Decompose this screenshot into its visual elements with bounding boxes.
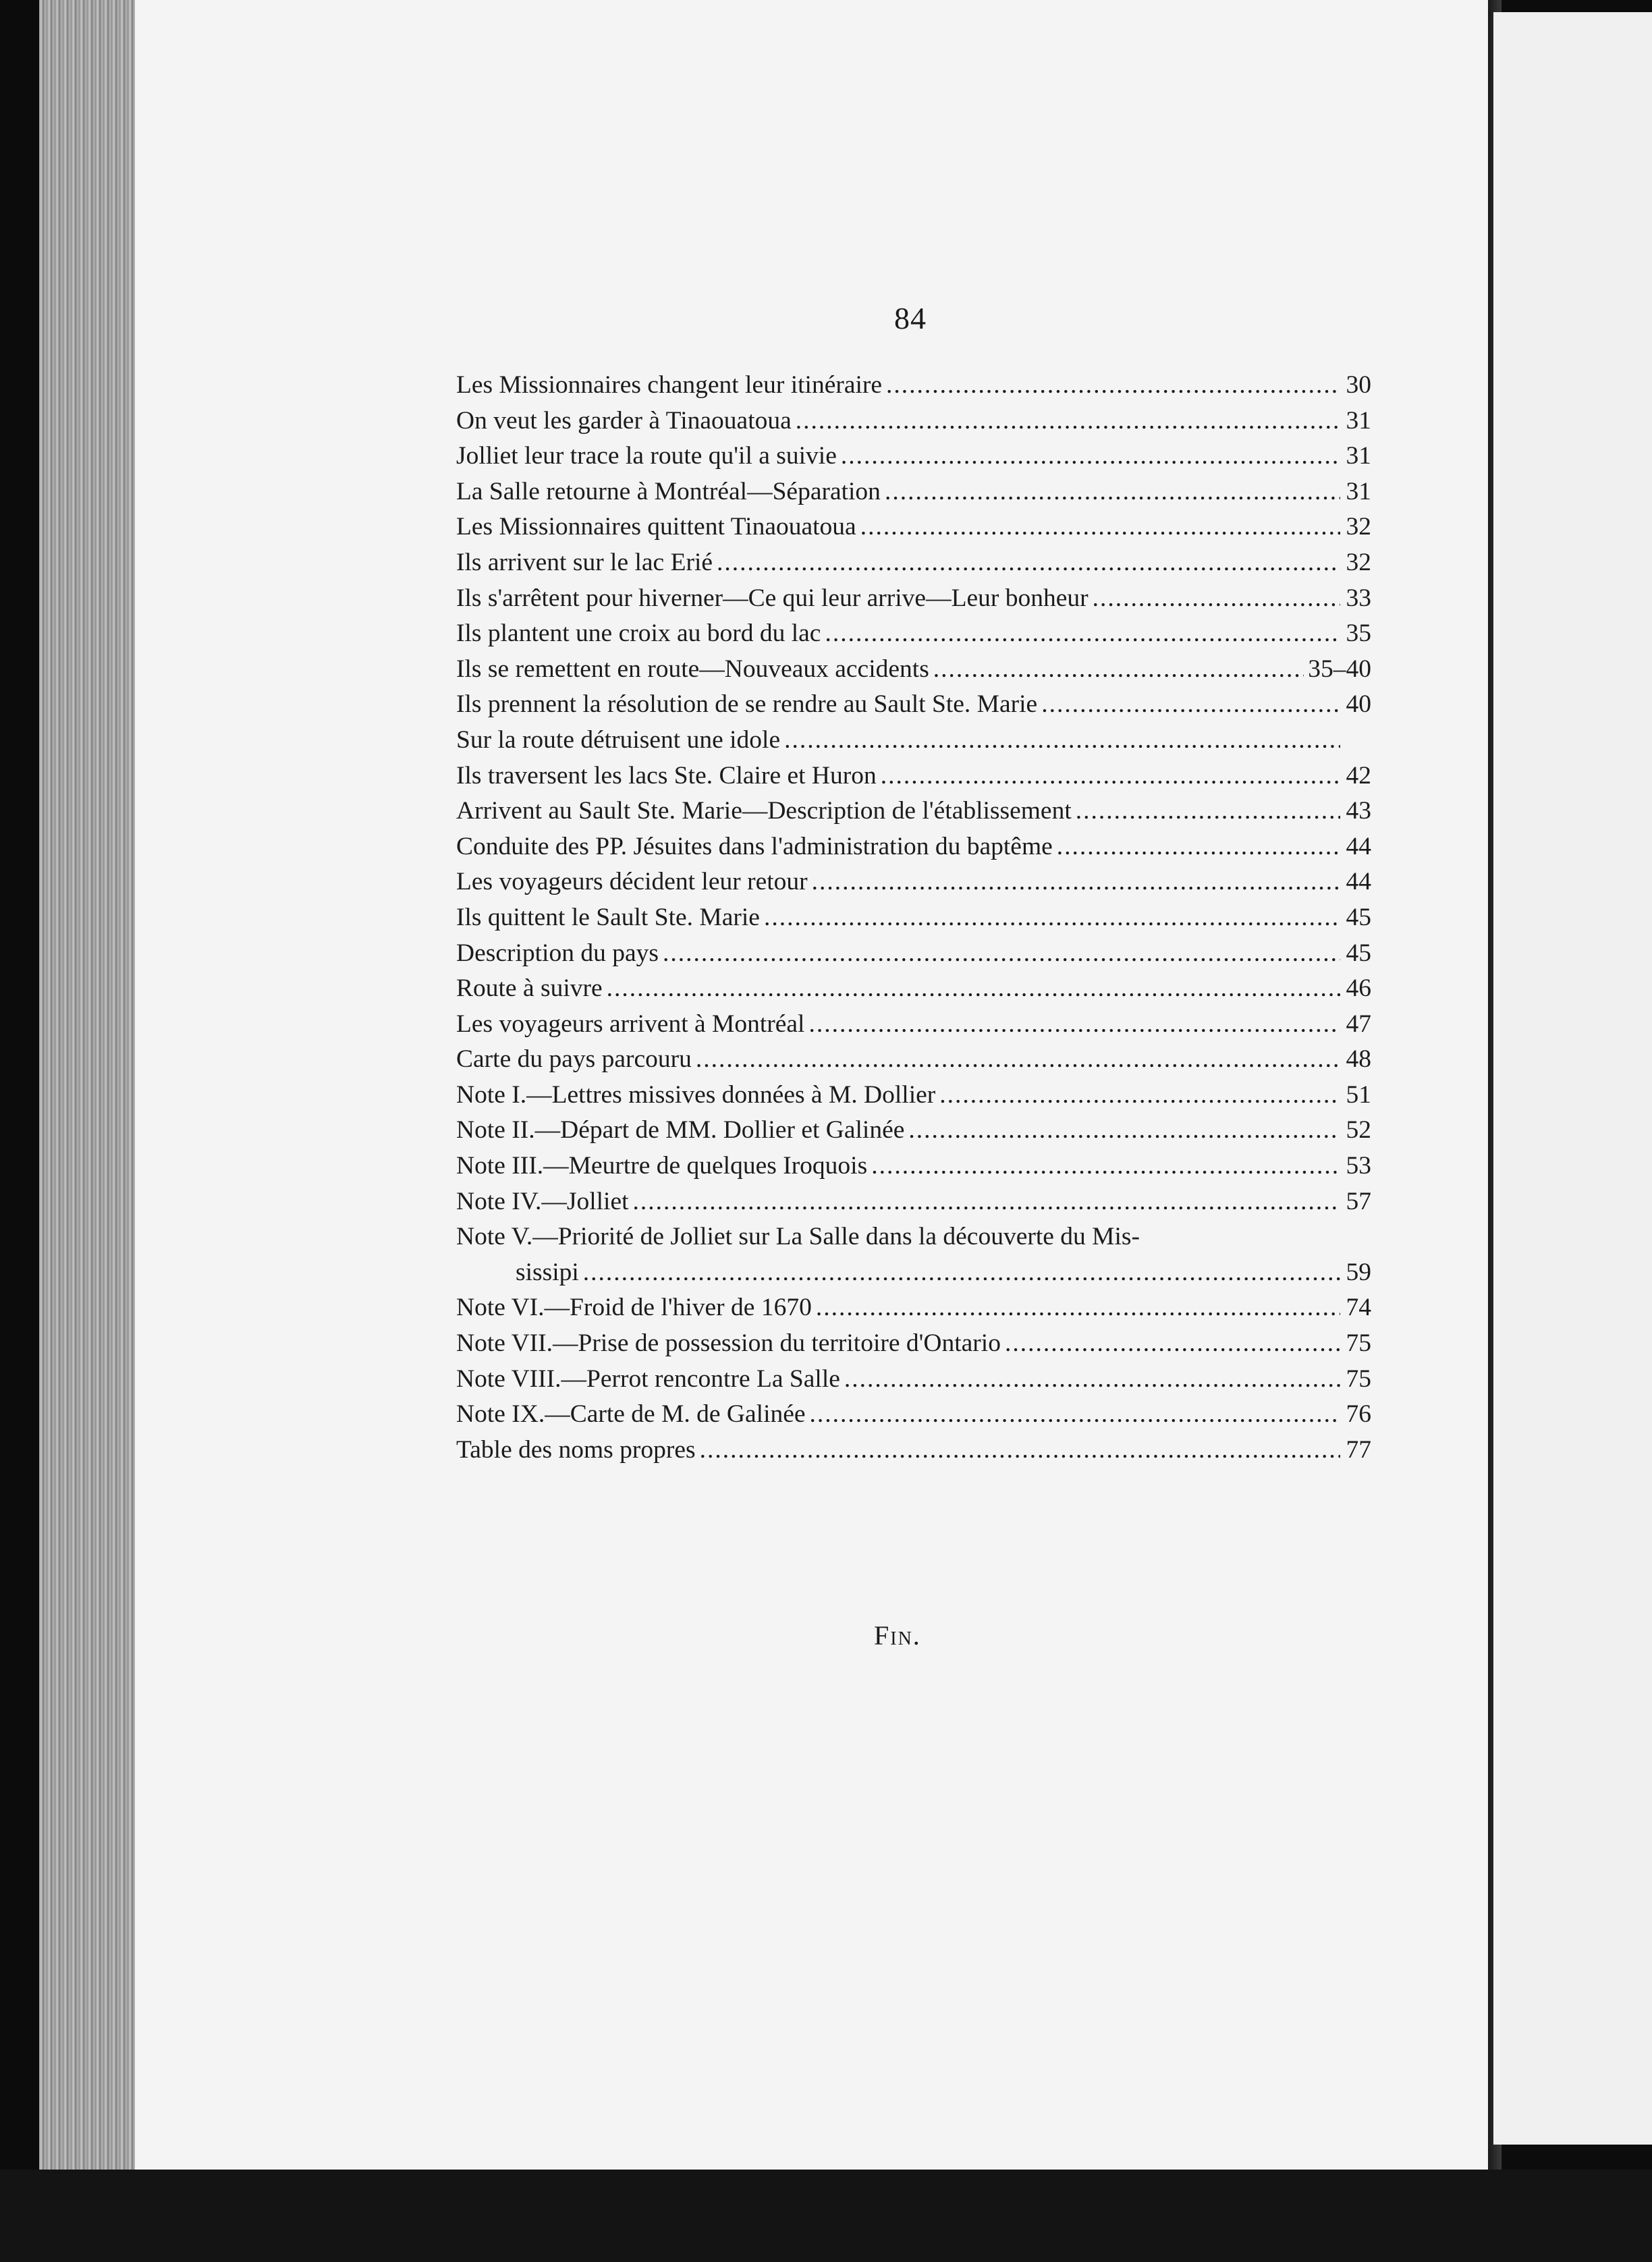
- dot-leader: [933, 652, 1304, 688]
- toc-entry-page: 40: [1346, 690, 1371, 719]
- dot-leader: [1076, 794, 1340, 829]
- toc-entry-title: La Salle retourne à Montréal—Séparation: [456, 477, 881, 505]
- scan-bottom-border: [0, 2170, 1652, 2262]
- toc-entry: [456, 1184, 1371, 1220]
- toc-entry-title: Les Missionnaires quittent Tinaouatoua: [456, 513, 856, 541]
- toc-entry-page: 75: [1346, 1329, 1371, 1358]
- toc-entry: [456, 829, 1371, 865]
- toc-entry-page: 46: [1346, 974, 1371, 1003]
- toc-entry: [456, 1326, 1371, 1362]
- toc-entry-title: Ils se remettent en route—Nouveaux accidents: [456, 655, 929, 683]
- toc-entry-page: 32: [1346, 513, 1371, 541]
- toc-entry: [456, 1007, 1371, 1043]
- toc-entry: [456, 1113, 1371, 1149]
- dot-leader: [939, 1078, 1340, 1113]
- toc-entry-title: Note II.—Départ de MM. Dollier et Galinée: [456, 1116, 905, 1144]
- toc-entry-title: Description du pays: [456, 939, 659, 967]
- dot-leader: [1005, 1326, 1340, 1362]
- toc-entry: [456, 758, 1371, 794]
- toc-entry-title: Ils quittent le Sault Ste. Marie: [456, 903, 760, 931]
- dot-leader: [908, 1113, 1340, 1149]
- dot-leader: [816, 1290, 1340, 1326]
- toc-entry-page: 32: [1346, 548, 1371, 576]
- dot-leader: [810, 1397, 1340, 1433]
- dot-leader: [841, 439, 1340, 474]
- toc-entry: [456, 971, 1371, 1007]
- dot-leader: [844, 1362, 1340, 1398]
- toc-entry: [456, 900, 1371, 936]
- toc-entry: [456, 474, 1371, 510]
- dot-leader: [633, 1184, 1340, 1220]
- end-mark: Fin.: [874, 1620, 921, 1651]
- toc-entry: [456, 794, 1371, 829]
- toc-entry-title: Arrivent au Sault Ste. Marie—Description de l'établissement: [456, 797, 1072, 825]
- toc-entry: [456, 652, 1371, 688]
- toc-entry-page: 53: [1346, 1152, 1371, 1180]
- toc-entry-page: 31: [1346, 442, 1371, 470]
- toc-entry: [456, 1362, 1371, 1398]
- toc-entry-page: 48: [1346, 1045, 1371, 1074]
- toc-entry-title: Note VIII.—Perrot rencontre La Salle: [456, 1364, 840, 1393]
- facing-page-sliver: [1493, 12, 1652, 2145]
- toc-entry-title: Les Missionnaires changent leur itinéraire: [456, 371, 883, 399]
- toc-entry-page: 75: [1346, 1364, 1371, 1393]
- dot-leader: [886, 368, 1340, 404]
- toc-entry: [456, 1149, 1371, 1184]
- toc-entry: [456, 545, 1371, 581]
- dot-leader: [1041, 687, 1340, 723]
- page-number: 84: [894, 301, 927, 335]
- toc-entry: [456, 439, 1371, 474]
- toc-entry-title: Ils prennent la résolution de se rendre au Sault Ste. Marie: [456, 690, 1038, 719]
- dot-leader: [812, 864, 1340, 900]
- dot-leader: [1057, 829, 1340, 865]
- toc-entry-page: 43: [1346, 797, 1371, 825]
- toc-entry-title: Note V.—Priorité de Jolliet sur La Salle dans la découverte du Mis-: [456, 1223, 1140, 1251]
- toc-entry: [456, 936, 1371, 972]
- toc-entry-page: 44: [1346, 832, 1371, 860]
- toc-entry-page: 44: [1346, 868, 1371, 896]
- toc-entry: [456, 1397, 1371, 1433]
- toc-entry-title: On veut les garder à Tinaouatoua: [456, 406, 792, 435]
- toc-entry: [456, 581, 1371, 617]
- toc-entry-title: Les voyageurs arrivent à Montréal: [456, 1010, 805, 1038]
- dot-leader: [607, 971, 1340, 1007]
- dot-leader: [796, 404, 1340, 439]
- toc-entry: [456, 864, 1371, 900]
- toc-entry: [456, 509, 1371, 545]
- toc-entry-title: Carte du pays parcouru: [456, 1045, 692, 1074]
- toc-entry: [456, 1042, 1371, 1078]
- toc-entry-title: Note IX.—Carte de M. de Galinée: [456, 1400, 806, 1429]
- toc-entry-page: 45: [1346, 939, 1371, 967]
- toc-entry-page: 77: [1346, 1435, 1371, 1464]
- toc-entry-page: 35: [1346, 619, 1371, 648]
- toc-entry: [456, 687, 1371, 723]
- toc-entry-title: Conduite des PP. Jésuites dans l'administration du baptême: [456, 832, 1053, 860]
- toc-entry: [456, 1290, 1371, 1326]
- toc-entry-title: Ils arrivent sur le lac Erié: [456, 548, 713, 576]
- toc-entry-page: 31: [1346, 406, 1371, 435]
- dot-leader: [885, 474, 1340, 510]
- dot-leader: [860, 509, 1340, 545]
- dot-leader: [583, 1255, 1340, 1291]
- toc-entry-title: Jolliet leur trace la route qu'il a suivie: [456, 442, 837, 470]
- toc-entry-title: Ils plantent une croix au bord du lac: [456, 619, 821, 648]
- toc-entry-page: 57: [1346, 1187, 1371, 1215]
- toc-entry-page: 59: [1346, 1258, 1371, 1286]
- toc-entry-title: Les voyageurs décident leur retour: [456, 868, 808, 896]
- dot-leader: [696, 1042, 1340, 1078]
- toc-entry-page: 35–40: [1308, 655, 1371, 683]
- dot-leader: [663, 936, 1340, 972]
- toc-entry-title: Note III.—Meurtre de quelques Iroquois: [456, 1152, 868, 1180]
- toc-entry-title: Sur la route détruisent une idole: [456, 725, 781, 754]
- toc-entry-page: 30: [1346, 371, 1371, 399]
- dot-leader: [784, 723, 1340, 758]
- table-of-contents: [456, 368, 1371, 1468]
- toc-entry: [456, 616, 1371, 652]
- dot-leader: [825, 616, 1340, 652]
- dot-leader: [808, 1007, 1340, 1043]
- toc-entry-title: Ils traversent les lacs Ste. Claire et Huron: [456, 761, 877, 790]
- toc-entry-page: 74: [1346, 1294, 1371, 1322]
- dot-leader: [1093, 581, 1340, 617]
- dot-leader: [700, 1433, 1340, 1468]
- toc-entry: [456, 723, 1371, 758]
- page-edge-stack: [39, 0, 140, 2170]
- toc-entry-page: 76: [1346, 1400, 1371, 1429]
- toc-entry: [456, 1078, 1371, 1113]
- toc-entry-title: Ils s'arrêtent pour hiverner—Ce qui leur arrive—Leur bonheur: [456, 584, 1089, 612]
- dot-leader: [881, 758, 1340, 794]
- toc-entry-page: 42: [1346, 761, 1371, 790]
- toc-entry-title: Note I.—Lettres missives données à M. Dollier: [456, 1080, 936, 1109]
- toc-entry-page: 31: [1346, 477, 1371, 505]
- dot-leader: [871, 1149, 1340, 1184]
- toc-entry-title: Note VII.—Prise de possession du territoire d'Ontario: [456, 1329, 1001, 1358]
- toc-entry-title-continuation: sissipi: [516, 1258, 579, 1286]
- toc-entry-title: Note VI.—Froid de l'hiver de 1670: [456, 1294, 812, 1322]
- toc-entry-title: Route à suivre: [456, 974, 603, 1003]
- toc-entry-title: Table des noms propres: [456, 1435, 696, 1464]
- toc-entry-page: 45: [1346, 903, 1371, 931]
- toc-entry-page: 33: [1346, 584, 1371, 612]
- dot-leader: [717, 545, 1340, 581]
- toc-entry-page: 51: [1346, 1080, 1371, 1109]
- toc-entry-page: 52: [1346, 1116, 1371, 1144]
- toc-entry: [456, 1433, 1371, 1468]
- toc-entry: [456, 404, 1371, 439]
- toc-entry: [456, 368, 1371, 404]
- toc-entry-page: 47: [1346, 1010, 1371, 1038]
- toc-entry: [456, 1219, 1371, 1290]
- toc-entry-title: Note IV.—Jolliet: [456, 1187, 629, 1215]
- dot-leader: [764, 900, 1340, 936]
